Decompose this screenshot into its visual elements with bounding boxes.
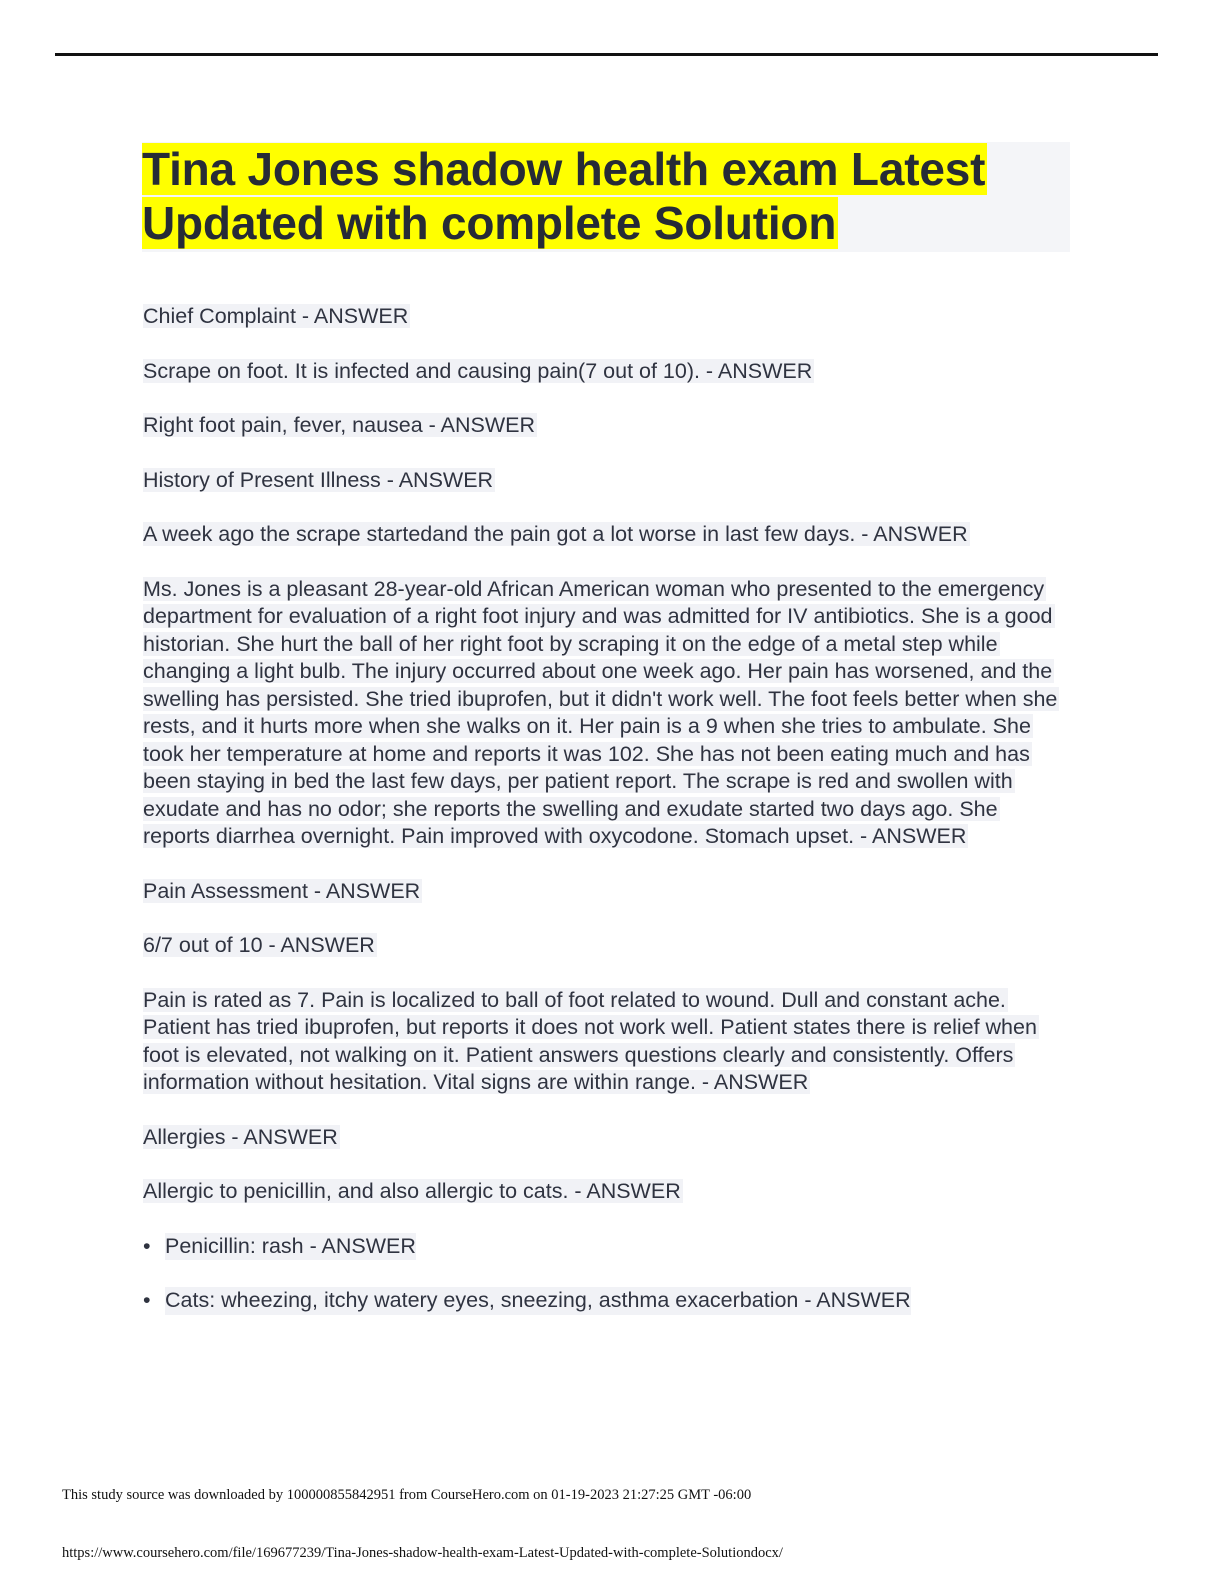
paragraph <box>143 303 1063 331</box>
paragraph <box>143 358 1063 386</box>
top-divider <box>55 53 1158 56</box>
paragraph <box>143 932 1063 960</box>
list-item-text: Cats: wheezing, itchy watery eyes, sneezing, asthma exacerbation - ANSWER <box>165 1287 911 1315</box>
paragraph <box>143 878 1063 906</box>
paragraph-text: Ms. Jones is a pleasant 28-year-old African American woman who presented to the emergency department for evaluation of a right foot injury and was admitted for IV antibiotics. She is a good historian. She hurt the ball of her right foot by scraping it on the edge of a metal step while changing a light bulb. The injury occurred about one week ago. Her pain has worsened, and the swelling has persisted. She tried ibuprofen, but it didn't work well. The foot feels better when she rests, and it hurts more when she walks on it. Her pain is a 9 when she tries to ambulate. She took her temperature at home and reports it was 102. She has not been eating much and has been staying in bed the last few days, per patient report. The scrape is red and swollen with exudate and has no odor; she reports the swelling and exudate started two days ago. She reports diarrhea overnight. Pain improved with oxycodone. Stomach upset. - ANSWER <box>143 576 1058 848</box>
paragraph <box>143 987 1063 1097</box>
source-footer: This study source was downloaded by 100000855842951 from CourseHero.com on 01-19-2023 21:27:25 GMT -06:00 <box>62 1487 752 1503</box>
paragraph-text: Chief Complaint - ANSWER <box>143 304 409 328</box>
paragraph <box>143 467 1063 495</box>
list-item-text: Penicillin: rash - ANSWER <box>165 1233 416 1261</box>
paragraph-text: 6/7 out of 10 - ANSWER <box>143 933 375 957</box>
paragraph-text: Right foot pain, fever, nausea - ANSWER <box>143 413 535 437</box>
source-url-link[interactable]: https://www.coursehero.com/file/169677239/Tina-Jones-shadow-health-exam-Latest-Updated-with-complete-Solutiondocx/ <box>62 1545 783 1561</box>
paragraph-text: A week ago the scrape startedand the pain got a lot worse in last few days. - ANSWER <box>143 522 968 546</box>
bullet-icon: • <box>143 1233 151 1258</box>
document-title-text: Tina Jones shadow health exam Latest Updated with complete Solution <box>142 143 986 249</box>
bullet-list <box>143 1233 1063 1315</box>
bullet-icon: • <box>143 1288 151 1312</box>
paragraph-text: History of Present Illness - ANSWER <box>143 467 494 492</box>
paragraph-text: Allergies - ANSWER <box>143 1124 338 1149</box>
title-block <box>142 142 1070 252</box>
paragraph <box>143 412 1063 440</box>
list-item <box>143 1233 1063 1261</box>
paragraph-text: Pain Assessment - ANSWER <box>143 878 421 903</box>
paragraph <box>143 576 1063 851</box>
document-title <box>142 142 1070 250</box>
document-body <box>143 303 1063 1342</box>
paragraph <box>143 1178 1063 1206</box>
paragraph-text: Allergic to penicillin, and also allergic to cats. - ANSWER <box>143 1179 681 1203</box>
paragraph <box>143 1124 1063 1152</box>
list-item <box>143 1287 1063 1315</box>
paragraph-text: Pain is rated as 7. Pain is localized to ball of foot related to wound. Dull and constant ache. Patient has tried ibuprofen, but reports it does not work well. Patient states there is relief when foot is elevated, not walking on it. Patient answers questions clearly and consistently. Offers information without hesitation. Vital signs are within range. - ANSWER <box>143 987 1037 1094</box>
paragraph <box>143 521 1063 549</box>
paragraph-text: Scrape on foot. It is infected and causing pain(7 out of 10). - ANSWER <box>143 358 813 383</box>
